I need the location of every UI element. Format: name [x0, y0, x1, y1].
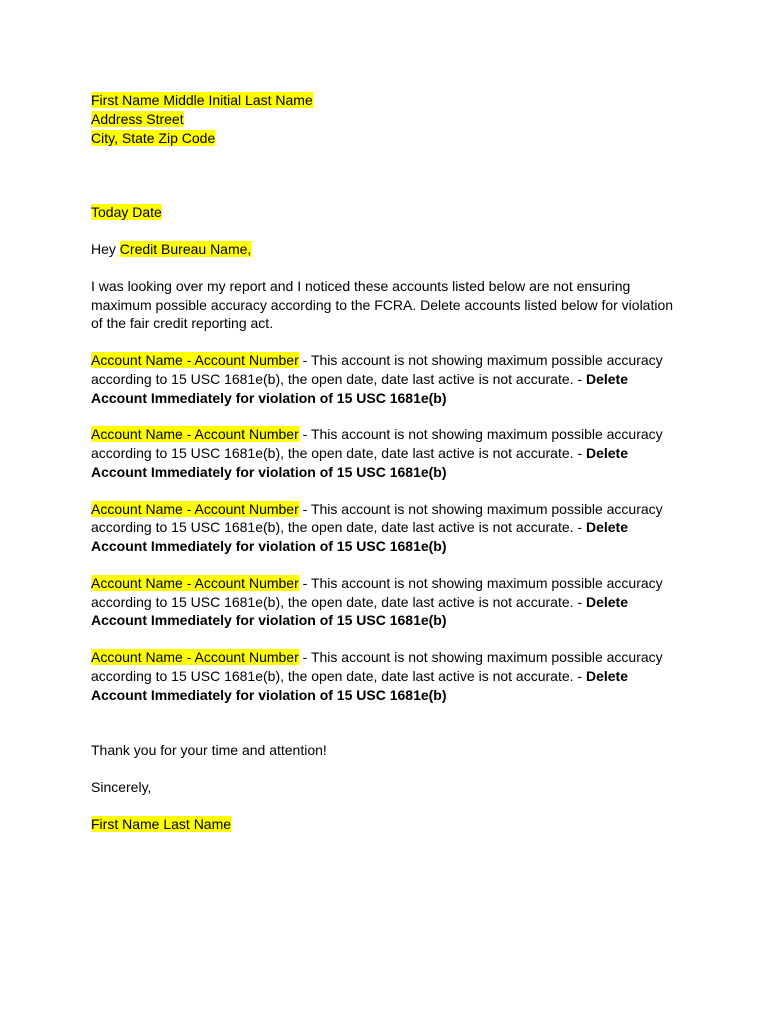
- account-demand: Delete: [585, 370, 628, 387]
- account-text: according to 15 USC 1681e(b), the open date, date last active is not accurate. -: [91, 519, 586, 536]
- account-text: - This account is not showing maximum possible accuracy: [298, 500, 663, 517]
- signature-paragraph: [91, 815, 691, 834]
- account-dispute-paragraph: [91, 500, 691, 556]
- account-demand: Delete: [585, 519, 628, 536]
- salutation-greeting: Hey: [91, 241, 120, 257]
- account-text: - This account is not showing maximum possible accuracy: [298, 352, 663, 368]
- letter-page: [91, 91, 691, 834]
- account-demand: Account Immediately for violation of 15 USC 1681e(b): [91, 686, 447, 703]
- account-demand: Account Immediately for violation of 15 USC 1681e(b): [91, 538, 447, 554]
- intro-line: maximum possible accuracy according to the FCRA. Delete accounts listed below for violation: [91, 296, 674, 313]
- sender-city-line: City, State Zip Code: [91, 129, 216, 146]
- account-demand: Delete: [585, 445, 628, 461]
- account-demand: Delete: [585, 593, 628, 610]
- account-dispute-paragraph: [91, 648, 691, 704]
- account-text: - This account is not showing maximum possible accuracy: [298, 649, 663, 665]
- account-demand: Delete: [585, 667, 628, 684]
- account-dispute-paragraph: [91, 425, 691, 481]
- account-text: according to 15 USC 1681e(b), the open date, date last active is not accurate. -: [91, 667, 586, 684]
- account-dispute-paragraph: [91, 574, 691, 630]
- account-text: - This account is not showing maximum possible accuracy: [298, 574, 663, 591]
- account-text: according to 15 USC 1681e(b), the open date, date last active is not accurate. -: [91, 370, 586, 387]
- account-dispute-paragraph: [91, 351, 691, 407]
- thanks-line: Thank you for your time and attention!: [91, 742, 327, 759]
- account-label: Account Name - Account Number: [91, 649, 299, 665]
- account-demand: Account Immediately for violation of 15 USC 1681e(b): [91, 389, 447, 406]
- account-text: - This account is not showing maximum possible accuracy: [298, 426, 663, 443]
- intro-paragraph: [91, 277, 691, 333]
- account-text: according to 15 USC 1681e(b), the open date, date last active is not accurate. -: [91, 593, 586, 610]
- account-label: Account Name - Account Number: [91, 574, 299, 591]
- account-text: according to 15 USC 1681e(b), the open date, date last active is not accurate. -: [91, 445, 586, 461]
- sender-street: Address Street: [91, 110, 184, 127]
- signature-name: First Name Last Name: [91, 815, 232, 832]
- account-label: Account Name - Account Number: [91, 352, 299, 368]
- sender-address-block: [91, 91, 691, 147]
- salutation: [91, 240, 691, 259]
- intro-line: of the fair credit reporting act.: [91, 315, 274, 332]
- account-label: Account Name - Account Number: [91, 426, 299, 443]
- account-demand: Account Immediately for violation of 15 USC 1681e(b): [91, 612, 447, 629]
- account-demand: Account Immediately for violation of 15 USC 1681e(b): [91, 463, 447, 480]
- intro-line: I was looking over my report and I noticed these accounts listed below are not ensuring: [91, 277, 631, 294]
- account-label: Account Name - Account Number: [91, 500, 299, 517]
- sender-name: First Name Middle Initial Last Name: [91, 92, 313, 108]
- salutation-recipient: Credit Bureau Name,: [119, 241, 252, 257]
- sign-off: Sincerely,: [91, 779, 152, 795]
- letter-date: Today Date: [91, 204, 162, 221]
- letter-date-paragraph: [91, 203, 691, 222]
